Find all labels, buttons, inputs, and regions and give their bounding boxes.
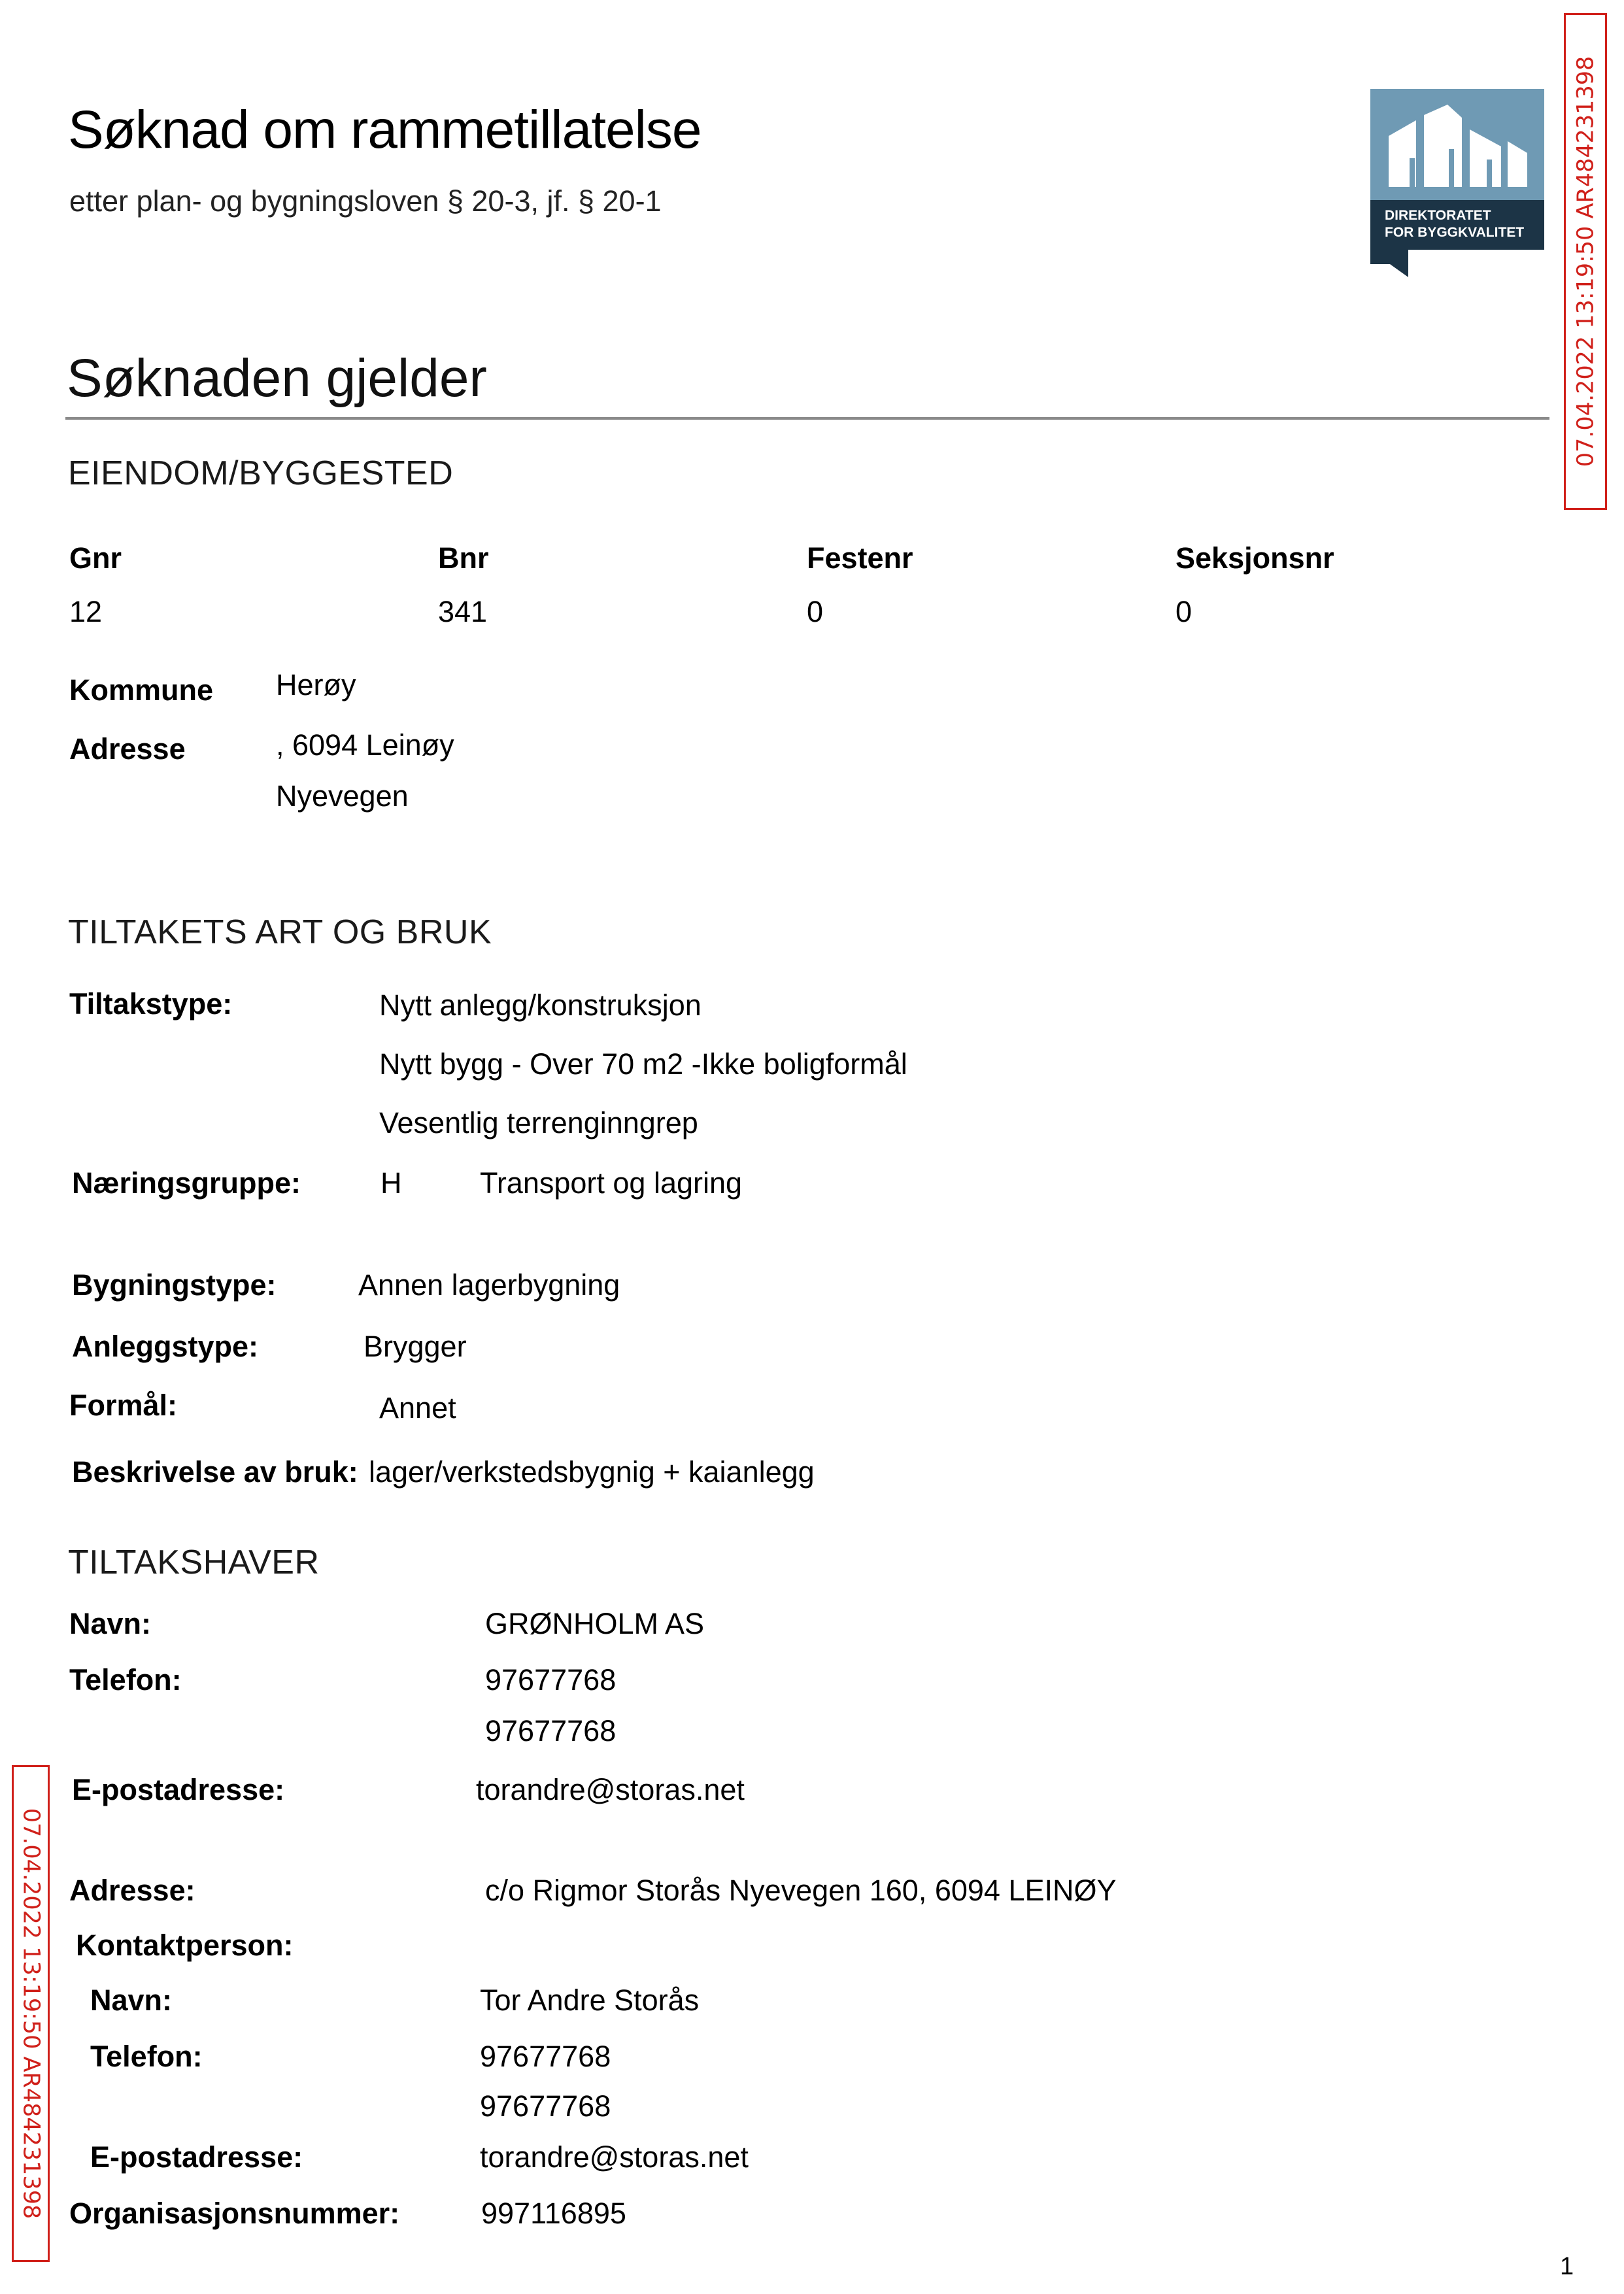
beskrivelse-label: Beskrivelse av bruk: — [72, 1455, 358, 1489]
naeringsgruppe-code: H — [381, 1166, 402, 1200]
kommune-value: Herøy — [276, 668, 356, 701]
document-title: Søknad om rammetillatelse — [68, 100, 702, 160]
page-number: 1 — [1560, 2253, 1574, 2280]
gnr-label: Gnr — [69, 541, 122, 575]
kontakt-navn-value: Tor Andre Storås — [480, 1983, 700, 2017]
orgnr-label: Organisasjonsnummer: — [69, 2197, 400, 2230]
bnr-value: 341 — [438, 595, 488, 628]
timestamp-text-right: 07.04.2022 13:19:50 AR484231398 — [1572, 56, 1599, 467]
logo-text-line2: FOR BYGGKVALITET — [1385, 225, 1525, 240]
tiltakshaver-heading: TILTAKSHAVER — [68, 1543, 320, 1581]
festenr-label: Festenr — [807, 541, 913, 575]
timestamp-stamp-left — [12, 1765, 50, 2262]
dibk-logo-graphic — [1370, 89, 1544, 277]
bnr-label: Bnr — [438, 541, 489, 575]
tiltakshaver-adresse-value: c/o Rigmor Storås Nyevegen 160, 6094 LEINØY — [485, 1874, 1117, 1907]
orgnr-value: 997116895 — [481, 2197, 626, 2230]
tiltakshaver-epost-label: E-postadresse: — [72, 1773, 285, 1806]
beskrivelse-value: lager/verkstedsbygnig + kaianlegg — [369, 1455, 815, 1489]
anleggstype-label: Anleggstype: — [72, 1330, 259, 1363]
formal-label: Formål: — [69, 1389, 178, 1422]
kontakt-telefon-2: 97677768 — [480, 2089, 611, 2123]
naeringsgruppe-text: Transport og lagring — [480, 1166, 743, 1200]
tiltakshaver-telefon-2: 97677768 — [485, 1714, 617, 1747]
naeringsgruppe-label: Næringsgruppe: — [72, 1166, 301, 1200]
kontakt-telefon-1: 97677768 — [480, 2040, 611, 2073]
tiltakstype-item-2: Nytt bygg - Over 70 m2 -Ikke boligformål — [379, 1047, 907, 1081]
eiendom-heading: EIENDOM/BYGGESTED — [68, 454, 454, 492]
tiltakshaver-telefon-label: Telefon: — [69, 1663, 182, 1696]
kontakt-telefon-label: Telefon: — [90, 2040, 203, 2073]
bygningstype-label: Bygningstype: — [72, 1268, 277, 1302]
tiltakshaver-epost-value: torandre@storas.net — [476, 1773, 745, 1806]
tiltakshaver-navn-value: GRØNHOLM AS — [485, 1607, 705, 1640]
kontaktperson-label: Kontaktperson: — [76, 1929, 294, 1962]
tiltak-heading: TILTAKETS ART OG BRUK — [68, 913, 492, 951]
kontakt-epost-label: E-postadresse: — [90, 2140, 303, 2174]
adresse-line1: , 6094 Leinøy — [276, 728, 454, 762]
section-divider — [65, 417, 1549, 420]
document-subtitle: etter plan- og bygningsloven § 20-3, jf. § 20-1 — [69, 184, 662, 218]
tiltakshaver-adresse-label: Adresse: — [69, 1874, 195, 1907]
dibk-logo — [1370, 89, 1544, 277]
logo-text-line1: DIREKTORATET — [1385, 208, 1491, 223]
tiltakstype-label: Tiltakstype: — [69, 987, 233, 1020]
adresse-label: Adresse — [69, 732, 186, 766]
anleggstype-value: Brygger — [364, 1330, 467, 1363]
seksjonsnr-value: 0 — [1176, 595, 1193, 628]
bygningstype-value: Annen lagerbygning — [358, 1268, 620, 1302]
festenr-value: 0 — [807, 595, 824, 628]
seksjonsnr-label: Seksjonsnr — [1176, 541, 1334, 575]
timestamp-text-left: 07.04.2022 13:19:50 AR484231398 — [18, 1808, 44, 2219]
kontakt-epost-value: torandre@storas.net — [480, 2140, 749, 2174]
gnr-value: 12 — [69, 595, 103, 628]
timestamp-stamp-right — [1564, 13, 1607, 510]
tiltakshaver-navn-label: Navn: — [69, 1607, 152, 1640]
formal-value: Annet — [379, 1391, 456, 1425]
kommune-label: Kommune — [69, 673, 214, 707]
tiltakstype-item-1: Nytt anlegg/konstruksjon — [379, 988, 702, 1022]
tiltakshaver-telefon-1: 97677768 — [485, 1663, 617, 1696]
kontakt-navn-label: Navn: — [90, 1983, 173, 2017]
adresse-line2: Nyevegen — [276, 779, 409, 813]
tiltakstype-item-3: Vesentlig terrenginngrep — [379, 1106, 698, 1139]
section-title: Søknaden gjelder — [67, 348, 487, 408]
